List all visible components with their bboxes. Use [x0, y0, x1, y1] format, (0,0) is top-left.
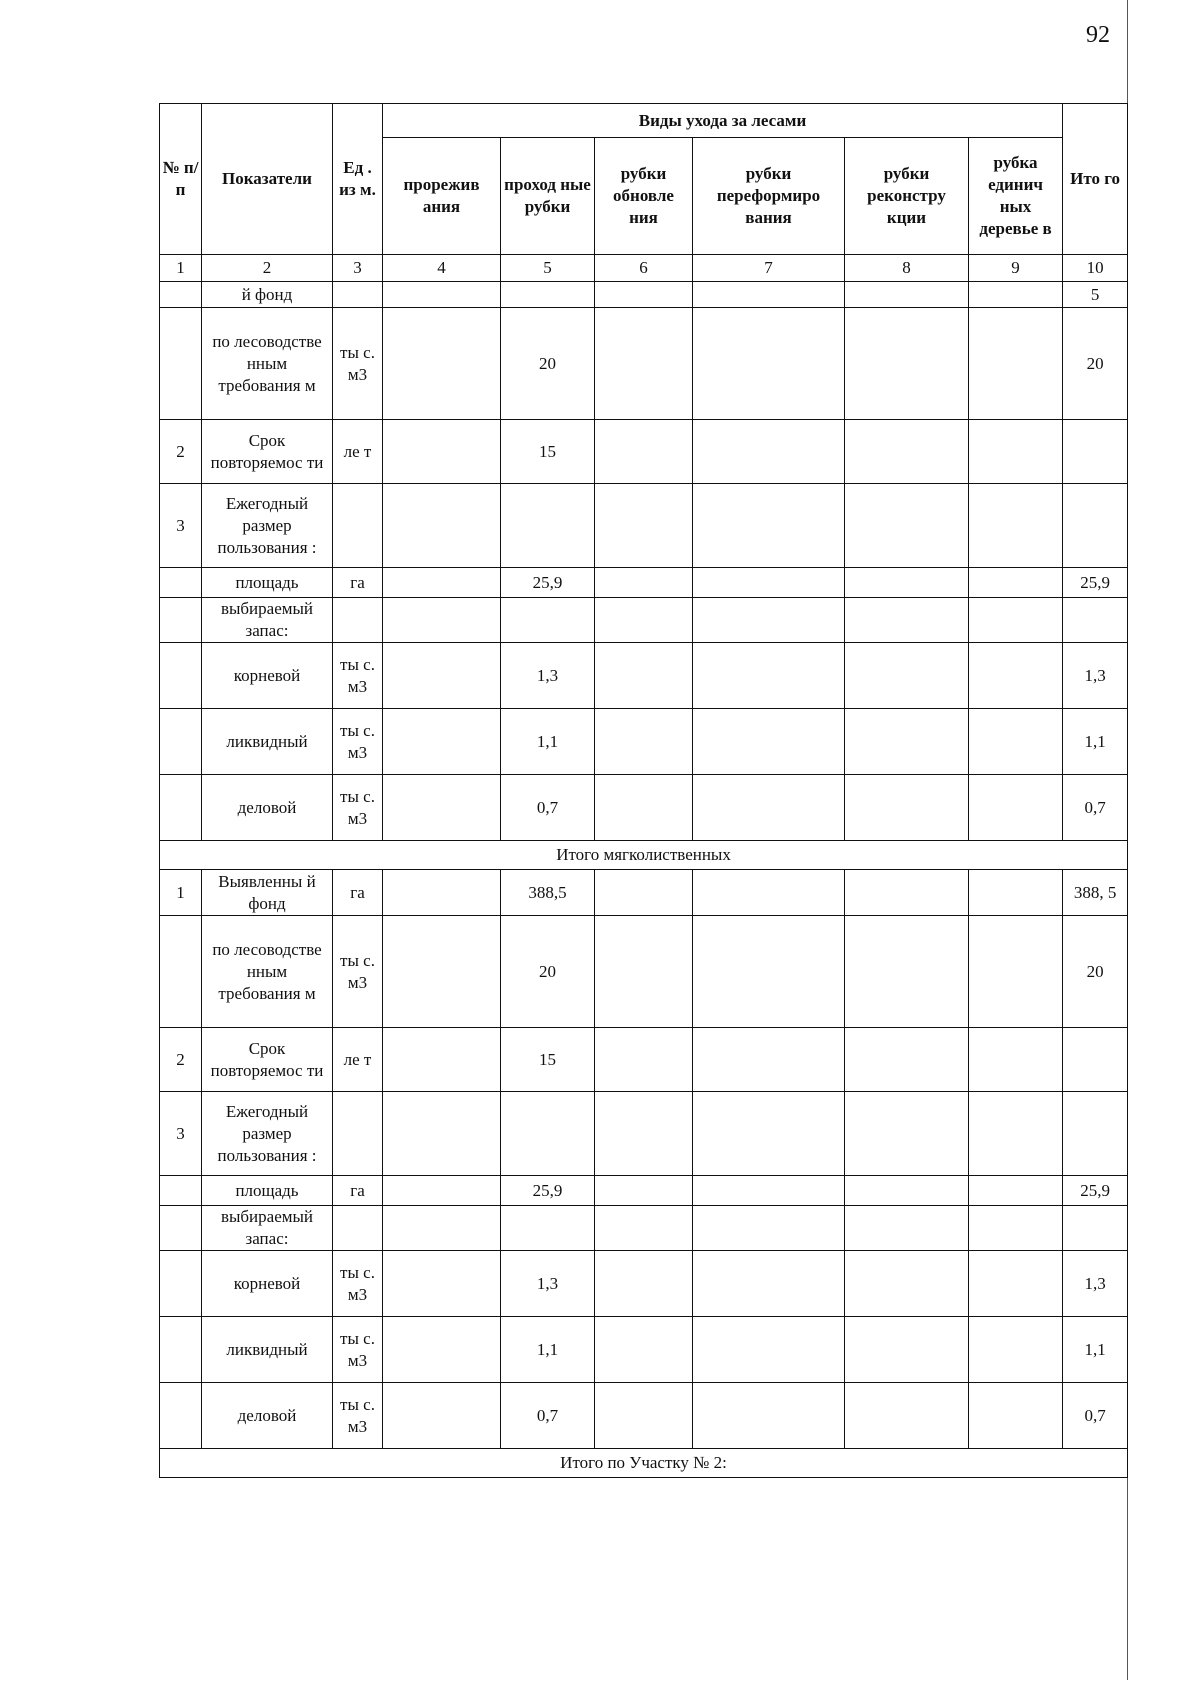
header-type: прорежив ания: [383, 138, 501, 255]
column-number: 6: [595, 255, 693, 282]
value-cell: [595, 308, 693, 420]
value-cell: [501, 484, 595, 568]
value-cell: [501, 1092, 595, 1176]
value-cell: [693, 1383, 845, 1449]
row-total: [1063, 1206, 1128, 1251]
table-row: [160, 916, 1128, 1028]
value-cell: [383, 643, 501, 709]
row-unit: ты с. м3: [333, 775, 383, 841]
row-number: [160, 1251, 202, 1317]
column-number: 3: [333, 255, 383, 282]
value-cell: [969, 1383, 1063, 1449]
row-number: [160, 775, 202, 841]
header-type: рубки переформиро вания: [693, 138, 845, 255]
row-total: 1,1: [1063, 1317, 1128, 1383]
value-cell: [845, 598, 969, 643]
value-cell: [693, 1028, 845, 1092]
value-cell: [693, 308, 845, 420]
row-unit: [333, 1092, 383, 1176]
row-unit: [333, 484, 383, 568]
row-total: 1,3: [1063, 643, 1128, 709]
table-row: [160, 709, 1128, 775]
value-cell: [693, 1176, 845, 1206]
value-cell: [595, 870, 693, 916]
row-total: 388, 5: [1063, 870, 1128, 916]
row-label: Выявленны й фонд: [202, 870, 333, 916]
value-cell: [693, 1317, 845, 1383]
table-row: [160, 1383, 1128, 1449]
value-cell: [969, 1028, 1063, 1092]
row-unit: ле т: [333, 1028, 383, 1092]
column-number: 9: [969, 255, 1063, 282]
row-label: деловой: [202, 775, 333, 841]
header-total: Ито го: [1063, 104, 1128, 255]
value-cell: [383, 916, 501, 1028]
header-type: рубки обновле ния: [595, 138, 693, 255]
row-total: 1,1: [1063, 709, 1128, 775]
value-cell: [383, 775, 501, 841]
value-cell: [845, 709, 969, 775]
value-cell: [383, 282, 501, 308]
row-unit: ты с. м3: [333, 1383, 383, 1449]
row-unit: [333, 282, 383, 308]
row-total: 25,9: [1063, 1176, 1128, 1206]
table-row: [160, 775, 1128, 841]
row-label: корневой: [202, 1251, 333, 1317]
row-number: [160, 308, 202, 420]
value-cell: [383, 598, 501, 643]
value-cell: [845, 1251, 969, 1317]
value-cell: [595, 1206, 693, 1251]
table-row: [160, 1176, 1128, 1206]
value-cell: [383, 1383, 501, 1449]
row-number: [160, 1317, 202, 1383]
row-unit: га: [333, 1176, 383, 1206]
row-label: площадь: [202, 1176, 333, 1206]
value-cell: [383, 1176, 501, 1206]
value-cell: [969, 1251, 1063, 1317]
row-number: 1: [160, 870, 202, 916]
value-cell: [845, 1206, 969, 1251]
value-cell: [693, 643, 845, 709]
row-number: 3: [160, 484, 202, 568]
table-row: [160, 870, 1128, 916]
row-total: [1063, 420, 1128, 484]
value-cell: [501, 598, 595, 643]
value-cell: [845, 1176, 969, 1206]
value-cell: [969, 775, 1063, 841]
value-cell: 20: [501, 916, 595, 1028]
value-cell: [845, 643, 969, 709]
value-cell: 1,3: [501, 643, 595, 709]
value-cell: [845, 1092, 969, 1176]
value-cell: [845, 308, 969, 420]
footer-title-row: [160, 1449, 1128, 1478]
value-cell: [969, 282, 1063, 308]
value-cell: [969, 1092, 1063, 1176]
row-label: Ежегодный размер пользования :: [202, 1092, 333, 1176]
value-cell: [969, 709, 1063, 775]
value-cell: [845, 870, 969, 916]
value-cell: [969, 598, 1063, 643]
row-number: [160, 709, 202, 775]
value-cell: [383, 1251, 501, 1317]
row-total: [1063, 1092, 1128, 1176]
value-cell: [693, 709, 845, 775]
value-cell: [969, 870, 1063, 916]
row-number: [160, 643, 202, 709]
row-label: Срок повторяемос ти: [202, 420, 333, 484]
value-cell: 1,1: [501, 709, 595, 775]
row-unit: ты с. м3: [333, 643, 383, 709]
table-row: [160, 282, 1128, 308]
value-cell: [383, 420, 501, 484]
value-cell: [383, 484, 501, 568]
value-cell: [501, 282, 595, 308]
value-cell: [383, 870, 501, 916]
value-cell: [383, 1092, 501, 1176]
value-cell: [693, 916, 845, 1028]
row-unit: ты с. м3: [333, 1317, 383, 1383]
value-cell: 25,9: [501, 568, 595, 598]
row-unit: ле т: [333, 420, 383, 484]
row-label: корневой: [202, 643, 333, 709]
row-label: по лесоводстве нным требования м: [202, 916, 333, 1028]
value-cell: [595, 1383, 693, 1449]
value-cell: [501, 1206, 595, 1251]
footer-title: Итого по Участку № 2:: [160, 1449, 1128, 1478]
value-cell: 15: [501, 420, 595, 484]
header-unit: Ед . из м.: [333, 104, 383, 255]
header-num: № п/ п: [160, 104, 202, 255]
row-label: деловой: [202, 1383, 333, 1449]
value-cell: [595, 1317, 693, 1383]
table-row: [160, 1092, 1128, 1176]
value-cell: [693, 484, 845, 568]
column-numbers-row: [160, 255, 1128, 282]
row-total: 20: [1063, 308, 1128, 420]
row-total: 25,9: [1063, 568, 1128, 598]
value-cell: [383, 709, 501, 775]
value-cell: 15: [501, 1028, 595, 1092]
value-cell: [595, 484, 693, 568]
value-cell: [693, 775, 845, 841]
row-label: ликвидный: [202, 1317, 333, 1383]
row-unit: [333, 1206, 383, 1251]
row-unit: ты с. м3: [333, 916, 383, 1028]
row-number: 2: [160, 1028, 202, 1092]
value-cell: [845, 484, 969, 568]
row-number: 3: [160, 1092, 202, 1176]
value-cell: [969, 484, 1063, 568]
table-row: [160, 1317, 1128, 1383]
value-cell: [845, 916, 969, 1028]
table-row: [160, 1251, 1128, 1317]
row-total: [1063, 1028, 1128, 1092]
row-number: [160, 598, 202, 643]
row-number: [160, 1176, 202, 1206]
value-cell: [693, 1206, 845, 1251]
header-care-types-group: Виды ухода за лесами: [383, 104, 1063, 138]
value-cell: [845, 775, 969, 841]
value-cell: [595, 282, 693, 308]
value-cell: 20: [501, 308, 595, 420]
row-total: [1063, 598, 1128, 643]
row-unit: ты с. м3: [333, 1251, 383, 1317]
row-number: [160, 568, 202, 598]
table-row: [160, 484, 1128, 568]
header-type: проход ные рубки: [501, 138, 595, 255]
value-cell: 1,1: [501, 1317, 595, 1383]
row-unit: [333, 598, 383, 643]
table-row: [160, 1206, 1128, 1251]
value-cell: [693, 598, 845, 643]
table-row: [160, 1028, 1128, 1092]
value-cell: [969, 1176, 1063, 1206]
value-cell: [693, 1092, 845, 1176]
value-cell: [845, 1383, 969, 1449]
row-label: выбираемый запас:: [202, 1206, 333, 1251]
value-cell: [383, 1206, 501, 1251]
row-unit: ты с. м3: [333, 709, 383, 775]
value-cell: [693, 568, 845, 598]
table-row: [160, 308, 1128, 420]
row-label: ликвидный: [202, 709, 333, 775]
value-cell: [595, 1251, 693, 1317]
value-cell: [383, 568, 501, 598]
value-cell: [845, 1317, 969, 1383]
section-title-row: [160, 841, 1128, 870]
row-total: 0,7: [1063, 1383, 1128, 1449]
value-cell: 25,9: [501, 1176, 595, 1206]
value-cell: [845, 282, 969, 308]
value-cell: [845, 568, 969, 598]
column-number: 10: [1063, 255, 1128, 282]
header-indicator: Показатели: [202, 104, 333, 255]
table-row: [160, 643, 1128, 709]
row-unit: га: [333, 870, 383, 916]
row-unit: ты с. м3: [333, 308, 383, 420]
value-cell: [595, 1176, 693, 1206]
column-number: 2: [202, 255, 333, 282]
row-number: [160, 282, 202, 308]
value-cell: [383, 1028, 501, 1092]
row-total: 20: [1063, 916, 1128, 1028]
table-row: [160, 568, 1128, 598]
value-cell: 388,5: [501, 870, 595, 916]
value-cell: [595, 420, 693, 484]
column-number: 4: [383, 255, 501, 282]
row-number: 2: [160, 420, 202, 484]
column-number: 7: [693, 255, 845, 282]
row-number: [160, 1383, 202, 1449]
table-row: [160, 598, 1128, 643]
value-cell: [969, 568, 1063, 598]
row-label: выбираемый запас:: [202, 598, 333, 643]
value-cell: [693, 870, 845, 916]
value-cell: [383, 1317, 501, 1383]
value-cell: 0,7: [501, 775, 595, 841]
value-cell: 0,7: [501, 1383, 595, 1449]
value-cell: [595, 916, 693, 1028]
value-cell: [969, 420, 1063, 484]
table-row: [160, 420, 1128, 484]
value-cell: [969, 916, 1063, 1028]
value-cell: [845, 420, 969, 484]
row-label: й фонд: [202, 282, 333, 308]
value-cell: [969, 1317, 1063, 1383]
row-total: [1063, 484, 1128, 568]
value-cell: [969, 1206, 1063, 1251]
value-cell: [693, 282, 845, 308]
value-cell: [595, 598, 693, 643]
header-type: рубки реконстру кции: [845, 138, 969, 255]
row-number: [160, 1206, 202, 1251]
row-total: 5: [1063, 282, 1128, 308]
value-cell: [595, 1092, 693, 1176]
row-label: Ежегодный размер пользования :: [202, 484, 333, 568]
row-label: Срок повторяемос ти: [202, 1028, 333, 1092]
value-cell: [845, 1028, 969, 1092]
value-cell: [383, 308, 501, 420]
value-cell: [595, 1028, 693, 1092]
value-cell: [969, 643, 1063, 709]
value-cell: [595, 775, 693, 841]
row-total: 0,7: [1063, 775, 1128, 841]
column-number: 8: [845, 255, 969, 282]
value-cell: [693, 1251, 845, 1317]
value-cell: [693, 420, 845, 484]
row-number: [160, 916, 202, 1028]
value-cell: [595, 709, 693, 775]
section-title: Итого мягколиственных: [160, 841, 1128, 870]
column-number: 1: [160, 255, 202, 282]
value-cell: [595, 643, 693, 709]
row-total: 1,3: [1063, 1251, 1128, 1317]
row-label: площадь: [202, 568, 333, 598]
page-number: 92: [1086, 22, 1110, 48]
value-cell: [595, 568, 693, 598]
row-label: по лесоводстве нным требования м: [202, 308, 333, 420]
header-type: рубка единич ных деревье в: [969, 138, 1063, 255]
value-cell: [969, 308, 1063, 420]
row-unit: га: [333, 568, 383, 598]
value-cell: 1,3: [501, 1251, 595, 1317]
column-number: 5: [501, 255, 595, 282]
forest-care-table: [159, 103, 1128, 1478]
